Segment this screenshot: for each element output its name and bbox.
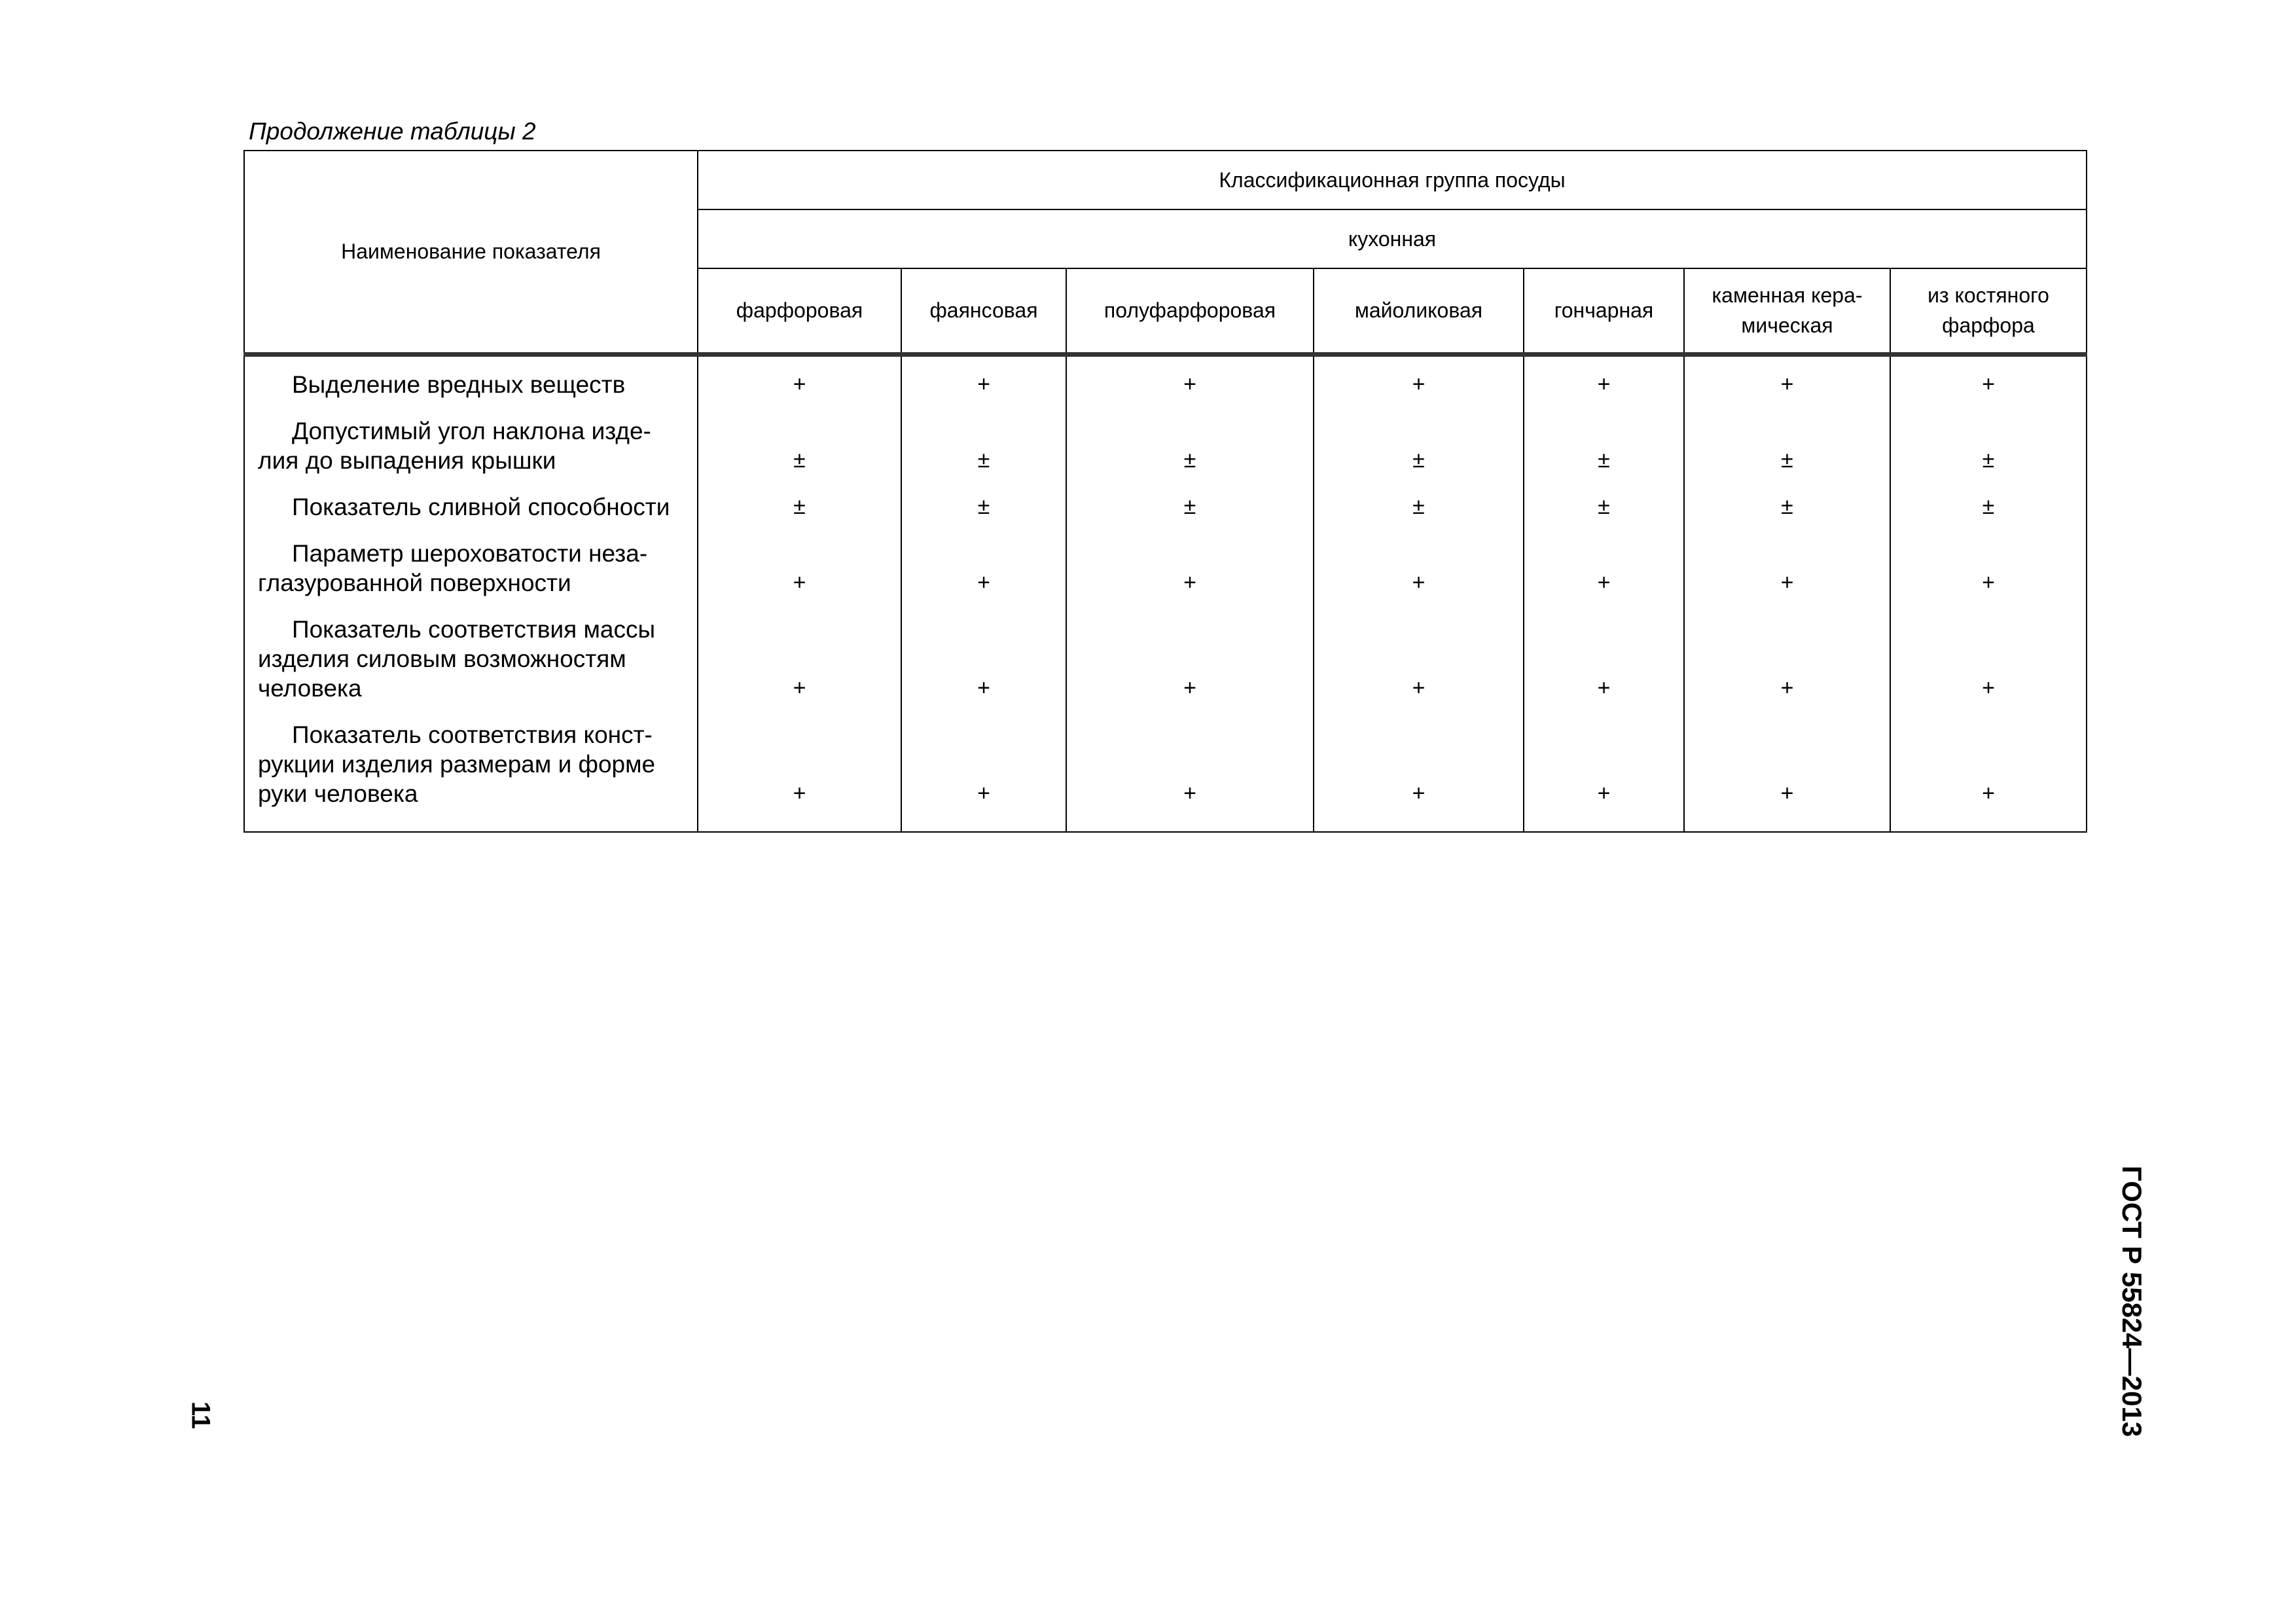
column-header: фаянсовая bbox=[901, 268, 1066, 354]
column-header: фарфоровая bbox=[698, 268, 901, 354]
cell-value: ± bbox=[1066, 475, 1314, 522]
cell-value: + bbox=[1314, 598, 1524, 703]
cell-value: ± bbox=[1314, 475, 1524, 522]
subgroup-header: кухонная bbox=[698, 209, 2087, 268]
cell-value: + bbox=[1890, 354, 2087, 399]
group-header: Классификационная группа посуды bbox=[698, 151, 2087, 209]
cell-value: ± bbox=[1314, 399, 1524, 475]
column-header: полуфарфоровая bbox=[1066, 268, 1314, 354]
column-header: гончарная bbox=[1524, 268, 1684, 354]
table-body bbox=[244, 354, 2087, 832]
standard-code-text: ГОСТ Р 55824—2013 bbox=[2117, 1165, 2147, 1437]
cell-value: + bbox=[1314, 703, 1524, 832]
cell-value: ± bbox=[1066, 399, 1314, 475]
cell-value: ± bbox=[1890, 399, 2087, 475]
cell-value: + bbox=[1524, 703, 1684, 832]
cell-value: + bbox=[1684, 703, 1890, 832]
table-row bbox=[244, 354, 2087, 399]
cell-value: + bbox=[901, 703, 1066, 832]
cell-value: ± bbox=[1524, 399, 1684, 475]
cell-value: + bbox=[1066, 522, 1314, 598]
indicator-name: Показатель соответствия конст- рукции изделия размерам и форме руки человека bbox=[244, 703, 698, 832]
cell-value: ± bbox=[1890, 475, 2087, 522]
table-header bbox=[244, 151, 2087, 354]
cell-value: ± bbox=[698, 399, 901, 475]
indicator-name: Выделение вредных веществ bbox=[244, 354, 698, 399]
column-header: из костяного фарфора bbox=[1890, 268, 2087, 354]
cell-value: + bbox=[1890, 703, 2087, 832]
cell-value: ± bbox=[1684, 475, 1890, 522]
cell-value: + bbox=[1890, 522, 2087, 598]
cell-value: + bbox=[1890, 598, 2087, 703]
indicator-name: Показатель соответствия массы изделия силовым возможностям человека bbox=[244, 598, 698, 703]
cell-value: + bbox=[901, 598, 1066, 703]
page-number-text: 11 bbox=[186, 1401, 215, 1430]
cell-value: + bbox=[1314, 522, 1524, 598]
cell-value: + bbox=[1684, 598, 1890, 703]
cell-value: + bbox=[1684, 354, 1890, 399]
cell-value: + bbox=[1066, 354, 1314, 399]
cell-value: + bbox=[698, 703, 901, 832]
cell-value: + bbox=[698, 354, 901, 399]
cell-value: + bbox=[1066, 598, 1314, 703]
indicator-name: Допустимый угол наклона изде- лия до выпадения крышки bbox=[244, 399, 698, 475]
cell-value: + bbox=[698, 598, 901, 703]
table-caption: Продолжение таблицы 2 bbox=[249, 118, 536, 145]
cell-value: + bbox=[1684, 522, 1890, 598]
cell-value: ± bbox=[1524, 475, 1684, 522]
column-header: каменная кера- мическая bbox=[1684, 268, 1890, 354]
indicator-name: Показатель сливной способности bbox=[244, 475, 698, 522]
table-row bbox=[244, 399, 2087, 475]
cell-value: + bbox=[1066, 703, 1314, 832]
cell-value: ± bbox=[698, 475, 901, 522]
table-row bbox=[244, 475, 2087, 522]
table-row bbox=[244, 703, 2087, 832]
table-row bbox=[244, 598, 2087, 703]
indicator-name: Параметр шероховатости неза- глазурованной поверхности bbox=[244, 522, 698, 598]
cell-value: + bbox=[1314, 354, 1524, 399]
cell-value: + bbox=[1524, 522, 1684, 598]
cell-value: ± bbox=[1684, 399, 1890, 475]
indicator-column-header: Наименование показателя bbox=[244, 151, 698, 354]
cell-value: ± bbox=[901, 399, 1066, 475]
indicators-table bbox=[243, 150, 2087, 833]
table-row bbox=[244, 522, 2087, 598]
cell-value: + bbox=[698, 522, 901, 598]
cell-value: + bbox=[1524, 354, 1684, 399]
column-header: майоликовая bbox=[1314, 268, 1524, 354]
cell-value: ± bbox=[901, 475, 1066, 522]
cell-value: + bbox=[901, 522, 1066, 598]
cell-value: + bbox=[901, 354, 1066, 399]
cell-value: + bbox=[1524, 598, 1684, 703]
